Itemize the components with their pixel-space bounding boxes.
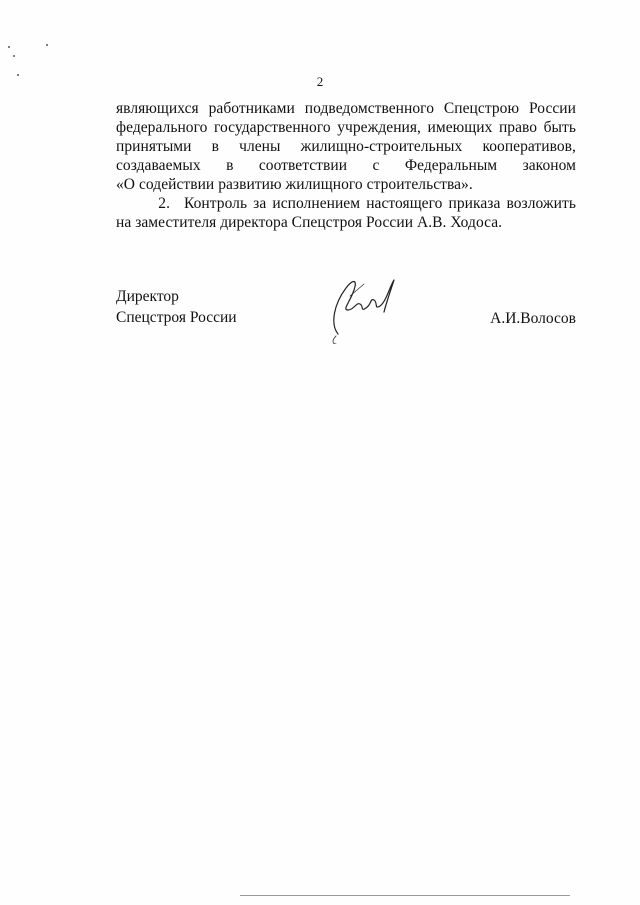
handwritten-signature	[324, 274, 404, 344]
word: федерального	[116, 119, 208, 136]
word: учреждения,	[337, 119, 421, 136]
word: соответствии	[258, 157, 348, 174]
word: Спецстрою	[443, 100, 520, 117]
paragraph2-line1	[116, 194, 576, 213]
scan-artifact	[13, 55, 15, 57]
page-number: 2	[316, 74, 324, 89]
paragraph1-line4	[116, 156, 576, 175]
paragraph2-number: 2.	[158, 195, 170, 212]
signer-position-line1: Директор	[116, 288, 179, 305]
word: работниками	[208, 100, 295, 117]
signer-position	[116, 286, 237, 328]
word: право	[498, 119, 538, 136]
word: в	[211, 138, 219, 155]
word: с	[372, 157, 380, 174]
paragraph1-last-line: «О содействии развитию жилищного строительства».	[116, 176, 473, 193]
signer-position-line2: Спецстроя России	[116, 309, 237, 326]
paragraph1-line2	[116, 118, 576, 137]
word: Контроль	[184, 195, 248, 212]
word: исполнением	[272, 195, 361, 212]
word: быть	[543, 119, 576, 136]
word: создаваемых	[116, 157, 201, 174]
word: возложить	[506, 195, 576, 212]
order-text	[116, 99, 576, 232]
signature-block	[116, 286, 576, 356]
word: жилищно-строительных	[300, 138, 463, 155]
paragraph1-line3	[116, 137, 576, 156]
word: государственного	[213, 119, 331, 136]
word: члены	[239, 138, 281, 155]
word: принятыми	[116, 138, 192, 155]
word: законом	[522, 157, 576, 174]
word: имеющих	[427, 119, 493, 136]
word: России	[528, 100, 576, 117]
word: приказа	[448, 195, 501, 212]
word: в	[226, 157, 234, 174]
word: кооперативов,	[482, 138, 576, 155]
word: за	[253, 195, 267, 212]
word: подведомственного	[304, 100, 434, 117]
scan-artifact	[8, 46, 10, 48]
word: Федеральным	[404, 157, 498, 174]
word: являющихся	[116, 100, 199, 117]
paragraph2-line2: на заместителя директора Спецстроя России А.В. Ходоса.	[116, 214, 503, 231]
paragraph1-line1	[116, 99, 576, 118]
scan-artifact	[46, 44, 48, 46]
scan-artifact	[240, 895, 570, 896]
word: настоящего	[366, 195, 443, 212]
signer-name: А.И.Волосов	[490, 310, 576, 327]
